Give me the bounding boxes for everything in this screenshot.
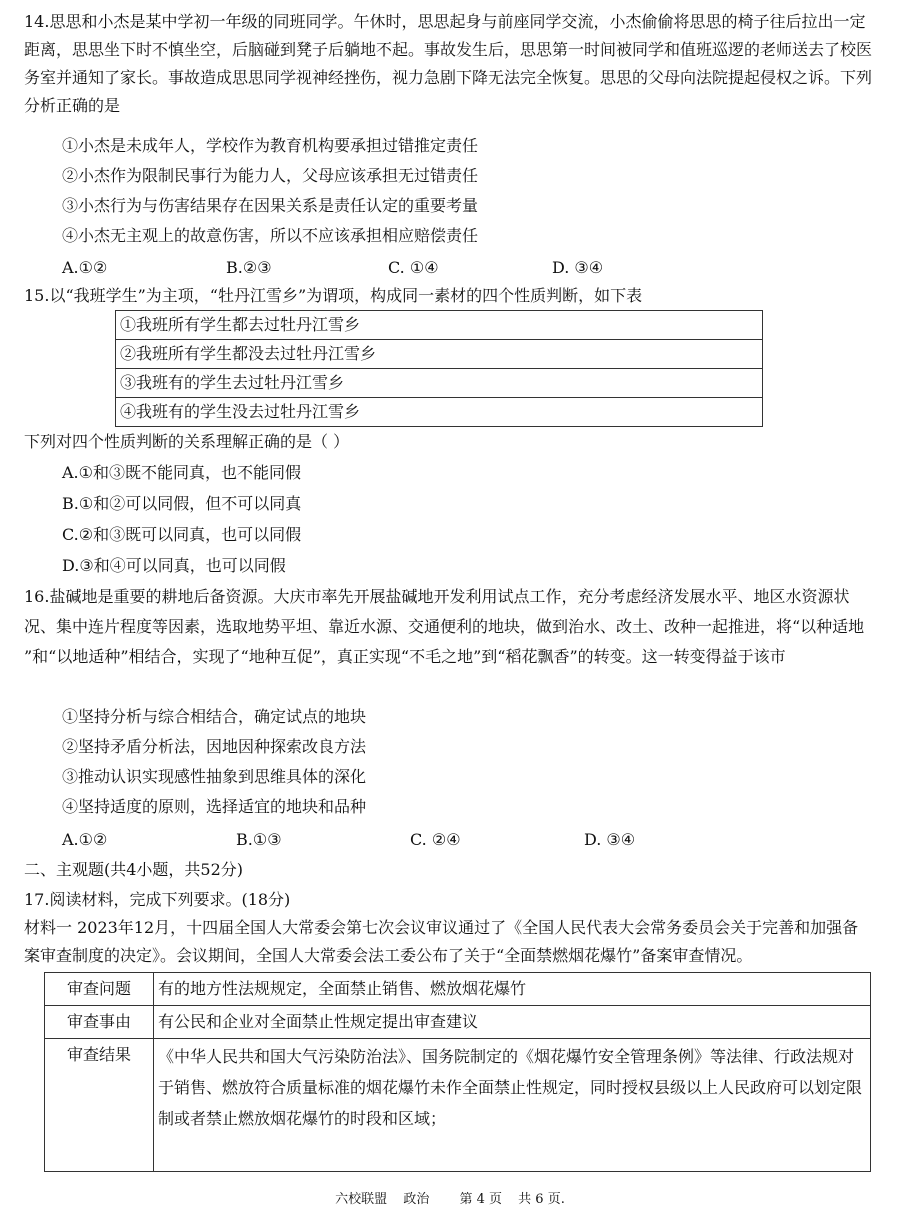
q14-option-d: D. ③④ xyxy=(552,258,604,277)
q14-statement-3: ③小杰行为与伤害结果存在因果关系是责任认定的重要考量 xyxy=(62,196,479,215)
table-cell: ④我班有的学生没去过牡丹江雪乡 xyxy=(116,398,763,427)
table-row xyxy=(116,398,763,427)
q17-material: 材料一 2023年12月，十四届全国人大常委会第七次会议审议通过了《全国人民代表大会常务委员会关于完善和加强备案审查制度的决定》。会议期间，全国人大常委会法工委公布了关于“全面禁燃烟花爆竹”备案审查情况。 xyxy=(24,918,859,965)
q17-stem: 17.阅读材料，完成下列要求。(18分) xyxy=(24,890,291,909)
table-cell: ②我班所有学生都没去过牡丹江雪乡 xyxy=(116,340,763,369)
table-cell: 有公民和企业对全面禁止性规定提出审查建议 xyxy=(154,1006,871,1039)
q15-judgment-table xyxy=(115,310,763,427)
q14-stem: 14.思思和小杰是某中学初一年级的同班同学。午休时，思思起身与前座同学交流，小杰偷偷将思思的椅子往后拉出一定距离，思思坐下时不慎坐空，后脑碰到凳子后躺地不起。事故发生后，思思第一时间被同学和值班巡逻的老师送去了校医务室并通知了家长。事故造成思思同学视神经挫伤，视力急剧下降无法完全恢复。思思的父母向法院提起侵权之诉。下列分析正确的是 xyxy=(24,12,873,115)
q16-statement-2: ②坚持矛盾分析法，因地因种探索改良方法 xyxy=(62,737,367,756)
q15-option-c: C.②和③既可以同真，也可以同假 xyxy=(62,525,302,544)
q14-statement-1: ①小杰是未成年人，学校作为教育机构要承担过错推定责任 xyxy=(62,136,479,155)
q15-option-d: D.③和④可以同真，也可以同假 xyxy=(62,556,286,575)
page-footer xyxy=(0,1188,900,1207)
q16-statement-1: ①坚持分析与综合相结合，确定试点的地块 xyxy=(62,707,367,726)
q15-question: 下列对四个性质判断的关系理解正确的是（ ） xyxy=(24,432,350,451)
q16-option-a: A.①② xyxy=(62,830,108,849)
footer-total-pages: 共 6 页. xyxy=(518,1192,565,1207)
section-heading: 二、主观题(共4小题，共52分) xyxy=(24,860,244,879)
footer-page-number: 第 4 页 xyxy=(459,1192,503,1207)
table-head-cell: 审查问题 xyxy=(45,973,154,1006)
q15-stem: 15.以“我班学生”为主项，“牡丹江雪乡”为谓项，构成同一素材的四个性质判断，如下表 xyxy=(24,286,643,305)
q17-review-table xyxy=(44,972,871,1172)
q14-statement-4: ④小杰无主观上的故意伤害，所以不应该承担相应赔偿责任 xyxy=(62,226,479,245)
table-head-cell: 审查事由 xyxy=(45,1006,154,1039)
q16-option-d: D. ③④ xyxy=(584,830,636,849)
q14-statement-2: ②小杰作为限制民事行为能力人，父母应该承担无过错责任 xyxy=(62,166,479,185)
q14-option-a: A.①② xyxy=(62,258,108,277)
table-head-cell: 审查结果 xyxy=(45,1039,154,1172)
q16-statement-3: ③推动认识实现感性抽象到思维具体的深化 xyxy=(62,767,367,786)
table-cell: 《中华人民共和国大气污染防治法》、国务院制定的《烟花爆竹安全管理条例》等法律、行政法规对于销售、燃放符合质量标准的烟花爆竹未作全面禁止性规定，同时授权县级以上人民政府可以划定限制或者禁止燃放烟花爆竹的时段和区域； xyxy=(154,1039,871,1172)
table-row xyxy=(45,1006,871,1039)
table-row xyxy=(116,340,763,369)
q14-option-c: C. ①④ xyxy=(388,258,439,277)
q16-statement-4: ④坚持适度的原则，选择适宜的地块和品种 xyxy=(62,797,367,816)
q15-option-b: B.①和②可以同假，但不可以同真 xyxy=(62,494,302,513)
q14-option-b: B.②③ xyxy=(226,258,272,277)
q16-stem: 16.盐碱地是重要的耕地后备资源。大庆市率先开展盐碱地开发利用试点工作，充分考虑经济发展水平、地区水资源状况、集中连片程度等因素，选取地势平坦、靠近水源、交通便利的地块，做到治水、改土、改种一起推进，将“以种适地 ”和“以地适种”相结合，实现了“地种互促”，真正实现“不毛之地”到“稻花飘香”的转变。这一转变得益于该市 xyxy=(24,587,865,666)
table-row xyxy=(45,1039,871,1172)
table-cell: 有的地方性法规规定，全面禁止销售、燃放烟花爆竹 xyxy=(154,973,871,1006)
table-row xyxy=(116,369,763,398)
table-row xyxy=(45,973,871,1006)
q16-option-c: C. ②④ xyxy=(410,830,461,849)
table-cell: ③我班有的学生去过牡丹江雪乡 xyxy=(116,369,763,398)
q16-option-b: B.①③ xyxy=(236,830,282,849)
table-row xyxy=(116,311,763,340)
footer-subject: 政治 xyxy=(403,1192,430,1207)
footer-org: 六校联盟 xyxy=(335,1192,388,1207)
q15-option-a: A.①和③既不能同真，也不能同假 xyxy=(62,463,301,482)
table-cell: ①我班所有学生都去过牡丹江雪乡 xyxy=(116,311,763,340)
